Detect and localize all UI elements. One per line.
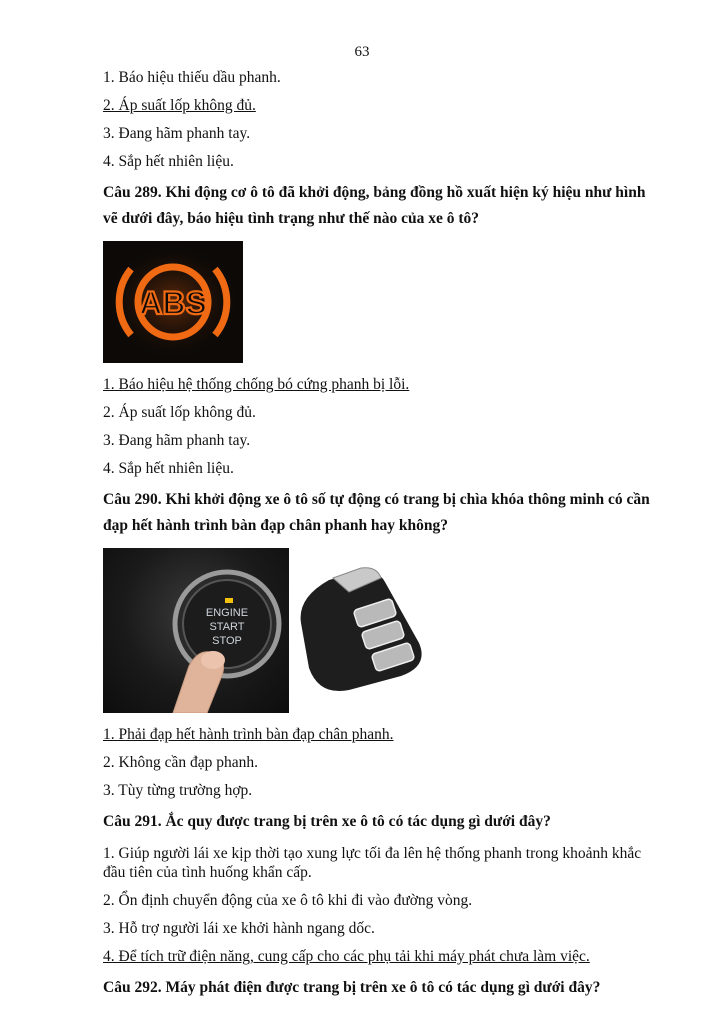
button-text-stop: STOP [212,635,242,647]
answer-option: 2. Không cần đạp phanh. [103,754,258,771]
abs-label: ABS [139,285,207,321]
smart-key-fob-image [289,548,439,713]
answer-option: 4. Sắp hết nhiên liệu. [103,460,234,477]
button-text-engine: ENGINE [205,607,249,619]
abs-warning-icon [103,241,243,363]
correct-answer: 1. Báo hiệu hệ thống chống bó cứng phanh bị lỗi. [103,376,410,393]
answer-option: 1. Báo hiệu thiếu dầu phanh. [103,69,281,86]
answer-option: 1. Giúp người lái xe kịp thời tạo xung lực tối đa lên hệ thống phanh trong khoảnh khắc đầu tiên của tình huống khẩn cấp. [103,845,642,881]
correct-answer: 2. Áp suất lốp không đủ. [103,97,256,114]
answer-option: 3. Đang hãm phanh tay. [103,432,251,449]
correct-answer: 1. Phải đạp hết hành trình bàn đạp chân phanh. [103,726,394,743]
question-291: Câu 291. Ắc quy được trang bị trên xe ô tô có tác dụng gì dưới đây? [103,813,551,830]
abs-warning-image [103,241,663,363]
question-292: Câu 292. Máy phát điện được trang bị trên xe ô tô có tác dụng gì dưới đây? [103,979,601,996]
correct-answer: 4. Để tích trữ điện năng, cung cấp cho các phụ tải khi máy phát chưa làm việc. [103,948,590,965]
page-number: 63 [354,44,370,60]
engine-start-button-image [103,548,289,713]
button-text-start: START [209,621,245,633]
answer-option: 2. Ổn định chuyển động của xe ô tô khi đi vào đường vòng. [103,892,473,909]
answer-option: 3. Đang hãm phanh tay. [103,125,251,142]
answer-option: 2. Áp suất lốp không đủ. [103,404,256,421]
answer-option: 3. Hỗ trợ người lái xe khởi hành ngang dốc. [103,920,375,937]
question-289: Câu 289. Khi động cơ ô tô đã khởi động, bảng đồng hồ xuất hiện ký hiệu như hình vẽ dưới đây, báo hiệu tình trạng như thế nào của xe ô tô? [103,184,646,227]
question-290: Câu 290. Khi khởi động xe ô tô số tự động có trang bị chìa khóa thông minh có cần đạp hết hành trình bàn đạp chân phanh hay không? [103,491,650,534]
answer-option: 4. Sắp hết nhiên liệu. [103,153,234,170]
indicator-light [225,598,233,603]
page-content [103,68,663,1010]
answer-option: 3. Tùy từng trường hợp. [103,782,253,799]
smart-key-images [103,548,663,713]
